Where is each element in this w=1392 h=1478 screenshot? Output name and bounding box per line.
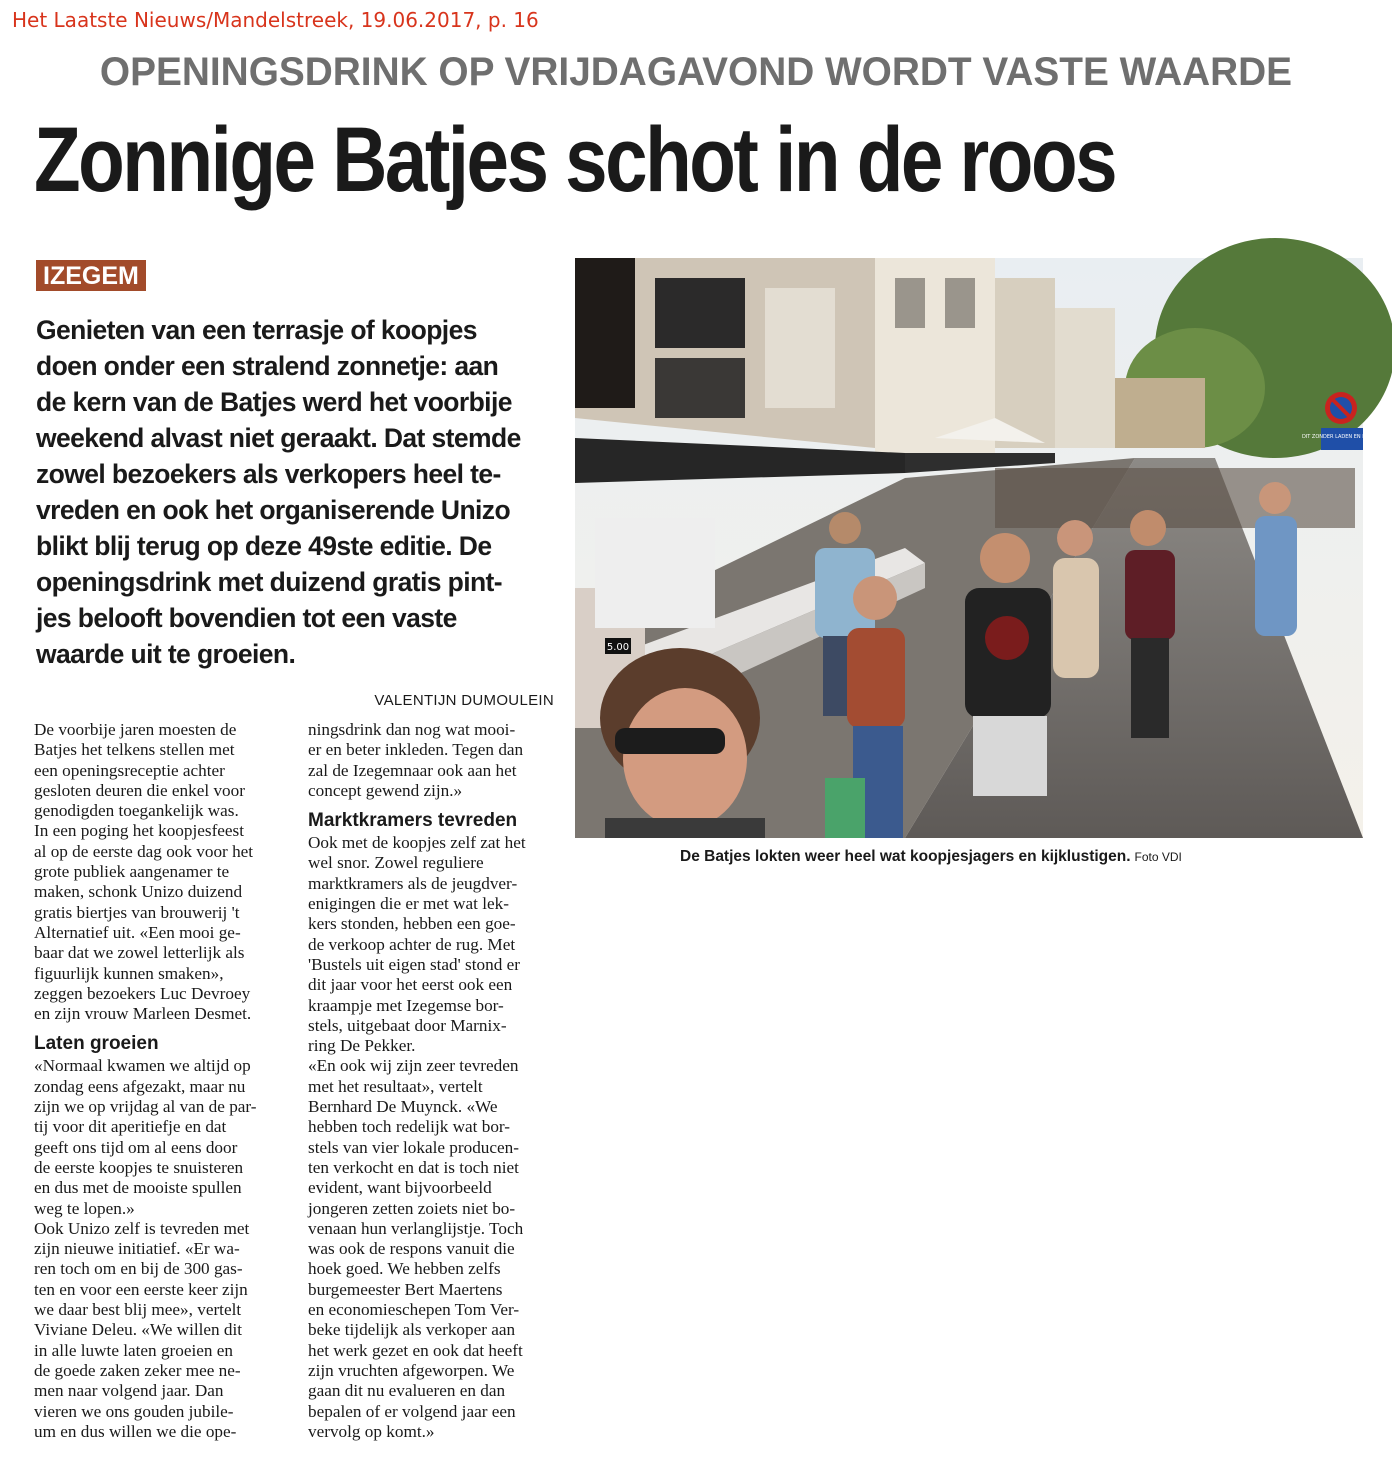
text-line: dit jaar voor het eerst ook een (308, 975, 513, 995)
text-line: kers stonden, hebben een goe- (308, 914, 516, 934)
lead-line: blikt blij terug op deze 49ste editie. De (36, 531, 492, 561)
article-photo (575, 258, 1383, 838)
lead-line: de kern van de Batjes werd het voorbije (36, 387, 512, 417)
price-sign-text: 5.00 (606, 642, 630, 653)
text-line: hoek goed. We hebben zelfs (308, 1259, 501, 1279)
text-line: bepalen of er volgend jaar een (308, 1401, 516, 1421)
building-window (655, 278, 745, 348)
text-line: kraampje met Izegemse bor- (308, 995, 504, 1015)
text-line: men naar volgend jaar. Dan (34, 1381, 224, 1401)
lead-line: doen onder een stralend zonnetje: aan (36, 351, 499, 381)
text-line: zijn vruchten afgeworpen. We (308, 1360, 515, 1380)
text-line: Viviane Deleu. «We willen dit (34, 1320, 243, 1340)
caption-text: De Batjes lokten weer heel wat koopjesjagers en kijklustigen. (680, 848, 1131, 865)
subheading: Marktkramers tevreden (308, 810, 518, 832)
text-line: met het resultaat», vertelt (308, 1076, 483, 1096)
text-line: jongeren zetten zoiets niet bo- (308, 1198, 516, 1218)
text-line: evident, want bijvoorbeeld (308, 1178, 492, 1198)
text-line: de eerste koopjes te snuisteren (34, 1157, 244, 1177)
text-line: er en beter inkleden. Tegen dan (308, 740, 524, 760)
text-line: gaan dit nu evalueren en dan (308, 1381, 506, 1401)
subheading: Laten groeien (34, 1033, 159, 1055)
lead-paragraph (36, 312, 556, 672)
text-line: «Normaal kwamen we altijd op (34, 1056, 251, 1076)
text-line: marktkramers als de jeugdver- (308, 873, 518, 893)
text-line: ten en voor een eerste keer zijn (34, 1279, 248, 1299)
text-line: zijn nieuwe initiatief. «Er wa- (34, 1239, 240, 1259)
text-line: we daar best blij mee», vertelt (34, 1300, 242, 1320)
text-line: maken, schonk Unizo duizend (34, 882, 243, 902)
text-line: gesloten deuren die enkel voor (34, 780, 245, 800)
building-window (945, 278, 975, 328)
text-line: figuurlijk kunnen smaken», (34, 963, 224, 983)
text-line: en dus met de mooiste spullen (34, 1178, 242, 1198)
source-citation: Het Laatste Nieuws/Mandelstreek, 19.06.2017, p. 16 (12, 8, 539, 32)
building-far-right (1115, 378, 1205, 448)
text-line: tij voor dit aperitiefje en dat (34, 1117, 227, 1137)
lead-line: openingsdrink met duizend gratis pint- (36, 567, 502, 597)
text-line: vieren we ons gouden jubile- (34, 1401, 234, 1421)
text-line: ring De Pekker. (308, 1036, 416, 1056)
text-line: geeft ons tijd om al eens door (34, 1137, 238, 1157)
byline: VALENTIJN DUMOULEIN (374, 692, 554, 709)
lead-line: Genieten van een terrasje of koopjes (36, 315, 477, 345)
text-line: stels van vier lokale producen- (308, 1137, 519, 1157)
text-line: al op de eerste dag ook voor het (34, 841, 254, 861)
text-line: zijn we op vrijdag al van de par- (34, 1097, 257, 1117)
text-line: ningsdrink dan nog wat mooi- (308, 720, 516, 739)
van (595, 518, 715, 628)
lead-line: zowel bezoekers als verkopers heel te- (36, 459, 501, 489)
text-line: zondag eens afgezakt, maar nu (34, 1076, 246, 1096)
text-line: De voorbije jaren moesten de (34, 720, 237, 739)
text-line: hebben toch redelijk wat bor- (308, 1117, 511, 1137)
street-sign-text: DIT ZONDER LADEN EN LOSSEN (1301, 434, 1383, 440)
article-column-2 (308, 720, 552, 1442)
text-line: Ook met de koopjes zelf zat het (308, 833, 526, 853)
text-line: de verkoop achter de rug. Met (308, 934, 516, 954)
page-title: Zonnige Batjes schot in de roos (34, 109, 1116, 211)
text-line: In een poging het koopjesfeest (34, 821, 245, 841)
text-line: weg te lopen.» (34, 1198, 135, 1218)
text-line: gratis biertjes van brouwerij 't (34, 902, 240, 922)
text-line: het werk gezet en ook dat heeft (308, 1340, 523, 1360)
text-line: grote publiek aangenamer te (34, 862, 230, 882)
text-line: Batjes het telkens stellen met (34, 740, 235, 760)
text-line: burgemeester Bert Maertens (308, 1279, 503, 1299)
text-line: concept gewend zijn.» (308, 780, 463, 800)
text-line: stels, uitgebaat door Marnix- (308, 1015, 507, 1035)
text-line: en zijn vrouw Marleen Desmet. (34, 1004, 252, 1024)
kicker-headline: OPENINGSDRINK OP VRIJDAGAVOND WORDT VASTE WAARDE (99, 50, 1293, 94)
crowd (995, 468, 1355, 528)
text-line: de goede zaken zeker mee ne- (34, 1360, 241, 1380)
text-line: genodigden toegankelijk was. (34, 801, 239, 821)
building-window (655, 358, 745, 418)
text-line: in alle luwte laten groeien en (34, 1340, 234, 1360)
text-line: was ook de respons vanuit die (308, 1239, 515, 1259)
text-line: ten verkocht en dat is toch niet (308, 1157, 519, 1177)
text-line: vervolg op komt.» (308, 1421, 435, 1441)
text-line: 'Bustels uit eigen stad' stond er (308, 954, 520, 974)
building-far (1055, 308, 1115, 448)
text-line: wel snor. Zowel reguliere (308, 853, 484, 873)
text-line: zal de Izegemnaar ook aan het (308, 760, 517, 780)
text-line: Ook Unizo zelf is tevreden met (34, 1218, 250, 1238)
article-column-1 (34, 720, 280, 1442)
photo-caption (680, 848, 1182, 866)
text-line: venaan hun verlanglijstje. Toch (308, 1218, 524, 1238)
text-line: ren toch om en bij de 300 gas- (34, 1259, 243, 1279)
text-line: een openingsreceptie achter (34, 760, 225, 780)
lead-line: waarde uit te groeien. (36, 639, 296, 669)
lead-line: jes belooft bovendien tot een vaste (36, 603, 457, 633)
text-line: Bernhard De Muynck. «We (308, 1097, 498, 1117)
lead-line: vreden en ook het organiserende Unizo (36, 495, 511, 525)
text-line: «En ook wij zijn zeer tevreden (308, 1056, 519, 1076)
text-line: baar dat we zowel letterlijk als (34, 943, 245, 963)
text-line: um en dus willen we die ope- (34, 1421, 237, 1441)
location-tag: IZEGEM (36, 260, 146, 291)
text-line: en economieschepen Tom Ver- (308, 1300, 520, 1320)
shopping-bag (825, 778, 865, 838)
photo-credit: Foto VDI (1134, 850, 1182, 864)
lead-line: weekend alvast niet geraakt. Dat stemde (36, 423, 521, 453)
building-dark-window (575, 258, 635, 408)
text-line: beke tijdelijk als verkoper aan (308, 1320, 516, 1340)
building-window (895, 278, 925, 328)
text-line: Alternatief uit. «Een mooi ge- (34, 922, 241, 942)
text-line: enigingen die er met wat lek- (308, 894, 509, 914)
building-facade (765, 288, 835, 408)
text-line: zeggen bezoekers Luc Devroey (34, 983, 251, 1003)
